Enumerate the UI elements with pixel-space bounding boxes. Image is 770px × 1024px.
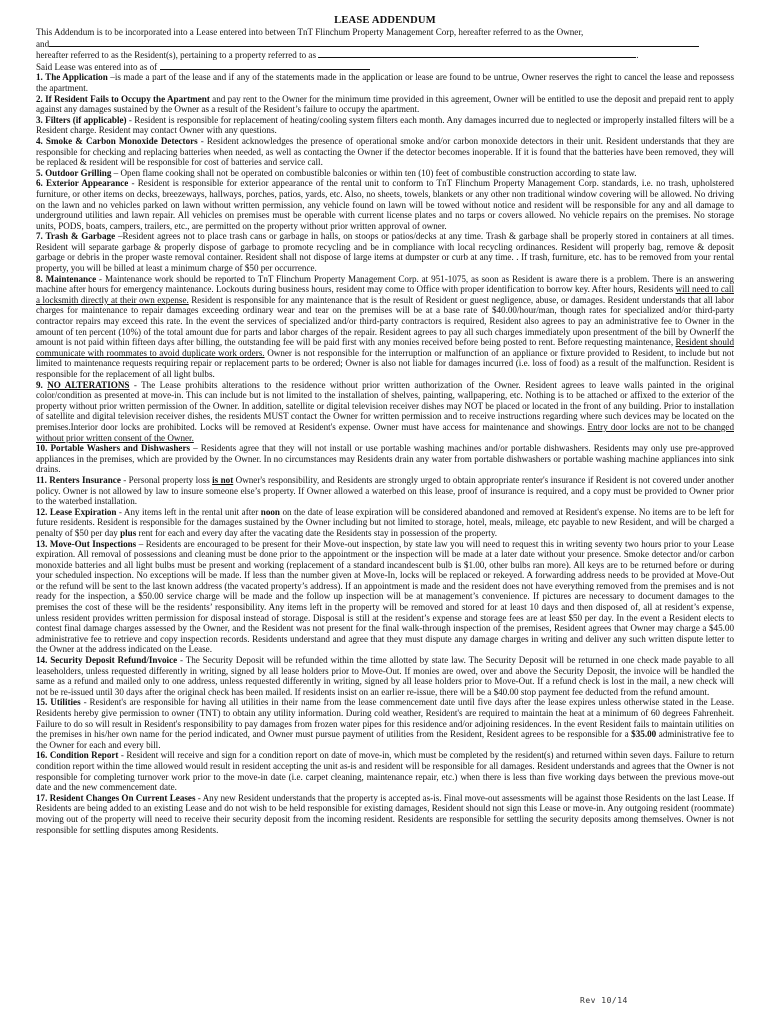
roommate-note: Resident should communicate with roommates to avoid duplicate work orders. <box>36 337 734 358</box>
fee-emphasis: $35.00 <box>631 729 657 740</box>
section-resident-changes: 17. Resident Changes On Current Leases - Any new Resident understands that the property is accepted as-is. Final move-out assessments will be against those Residents on the last Lease. If Residents are being added to an existing Lease and do not wish to be held responsible for existing damages, Resident should not sign this Lease or move-in. Any outgoing resident (roommate) moving out of the property will need to receive their security deposit from the incoming resident. Residents are responsible for settling the security deposits among themselves. Owner is not responsible for settling disputes among Residents. <box>36 792 734 835</box>
owner-name-blank[interactable] <box>49 38 699 47</box>
section-exterior: 6. Exterior Appearance - Resident is responsible for exterior appearance of the rental unit to conform to TnT Flinchum Property Management Corp. standards, i.e. no trash, upholstered furniture, or other items on decks, breezeways, hallways, porches, patios, yards, etc. Also, no sheets, towels, blankets or any other non traditional window covering will be allowed. No driving on the lawn and no vehicles parked on lawn without written permission, any vehicle found on lawn will be towed without notice and resident will be responsible for any and all damage to underground utilities and lawn repair. All vehicles on premises must be operable with current license plates and no tarps or covers allowed. No vehicle repairs on the premises. No storage units, PODS, boats, campers, trailers, etc., are permitted on the property without prior written approval of owner. <box>36 178 734 231</box>
section-heading: 16. Condition Report <box>36 750 119 761</box>
section-application: 1. The Application –is made a part of the lease and if any of the statements made in the application or lease are found to be untrue, Owner reserves the right to cancel the lease and repossess the apartment. <box>36 72 735 93</box>
revision-footer: Rev 10/14 <box>580 996 628 1005</box>
section-heading: 7. Trash & Garbage <box>36 231 116 242</box>
intro-line-3: hereafter referred to as the Resident(s), pertaining to a property referred to as . <box>36 50 639 61</box>
section-heading: 6. Exterior Appearance <box>36 178 129 189</box>
section-heading: 5. Outdoor Grilling <box>36 167 112 178</box>
section-heading: 8. Maintenance <box>36 273 97 284</box>
section-heading: 11. Renters Insurance <box>36 474 121 485</box>
section-heading: 4. Smoke & Carbon Monoxide Detectors <box>36 135 198 146</box>
section-security-deposit: 14. Security Deposit Refund/Invoice - The Security Deposit will be refunded within the time allotted by state law. The Security Deposit will be returned in one check made payable to all leaseholders, unless requested differently in writing, signed by all lease holders prior to Move-Out. If monies are owed, over and above the Security Deposit, the invoice will be handled the same as a refund and mailed only to one address, unless requested differently in writing, signed by all lease holders prior to Move-Out. If a refund check is lost in the mail, a new check will not be re-issued until 30 days after the original check has been mailed. If residents insist on an earlier re-issue, there will be a $40.00 stop payment fee deducted from the refund amount. <box>36 655 734 697</box>
section-heading: 14. Security Deposit Refund/Invoice <box>36 655 178 666</box>
section-trash: 7. Trash & Garbage –Resident agrees not to place trash cans or garbage in halls, on stoops or patios/decks at any time. Trash & garbage shall be properly stored in containers at all times. Resident will separate garbage & properly dispose of garbage to promote recycling and be in compliance with local recycling ordinances. Resident will properly bag, remove & deposit garbage or debris in the proper waste removal container. Resident shall not dispose of large items at dumpster or curb at any time. . If trash, furniture, etc. has to be removed from your rental property, you will be billed at least a minimum charge of $50 per occurrence. <box>36 231 734 274</box>
intro-line-1: This Addendum is to be incorporated into a Lease entered into between TnT Flinchum Property Management Corp, hereafter referred to as the Owner, <box>36 27 584 37</box>
section-heading: 17. Resident Changes On Current Leases <box>36 792 196 803</box>
section-heading: 3. Filters (if applicable) <box>36 114 127 125</box>
is-not-emphasis: is not <box>212 474 234 485</box>
section-alterations: 9. NO ALTERATIONS - The Lease prohibits alterations to the residence without prior written authorization of the Owner. Resident agrees to leave walls painted in the original color/condition as presented at move-in. This can include but is not limited to the installation of shelves, painting, wallpapering, etc. Nothing is to be attached or affixed to the exterior of the property without prior written permission of the Owner. In addition, satellite or digital television receiver dishes may NOT be placed or located in the front of any building. Prior to installation of satellite and digital television receiver dishes, the residents MUST contact the Owner for written permission and to receive instructions regarding where such devices may be located on the premises.Interior door locks are prohibited. Locks will be removed at Resident's expense. Owner must have access for maintenance and showings. Entry door locks are not to be changed without prior written consent of the Owner. <box>36 379 734 443</box>
plus-emphasis: plus <box>120 527 137 538</box>
section-failure-to-occupy: 2. If Resident Fails to Occupy the Apartment and pay rent to the Owner for the minimum time provided in this agreement, Owner will be entitled to use the deposit and prepaid rent to apply against any damages sustained by the Owner as a result of the Resident’s failure to occupy the apartment. <box>36 93 735 115</box>
intro-line-2: and <box>36 38 734 50</box>
lease-addendum-page <box>36 14 734 835</box>
section-filters: 3. Filters (if applicable) - Resident is responsible for replacement of heating/cooling system filters each month. Any damages incurred due to neglected or improperly installed filters will be a Resident charge. Resident may contact Owner with any questions. <box>36 114 735 136</box>
section-heading: 12. Lease Expiration <box>36 506 117 517</box>
section-lease-expiration: 12. Lease Expiration - Any items left in the rental unit after noon on the date of lease expiration will be considered abandoned and removed at Resident's expense. No items are to be left for future residents. Resident is responsible for the damages sustained by the Owner including but not limited to storage, hotel, meals, mileage, etc payable to new Resident, and will be charged a penalty of $50 per day plus rent for each and every day after the vacating date the Residents stay in possession of the property. <box>36 506 735 538</box>
section-portable-appliances: 10. Portable Washers and Dishwashers – Residents agree that they will not install or use portable washing machines and/or portable dishwashers. Residents may only use pre-approved appliances in the premises, which are provided by the Owner. In no circumstances may Residents drain any water from portable dishwashers or portable washing machine appliances into sink drains. <box>36 443 734 475</box>
section-heading: 2. If Resident Fails to Occupy the Apartment <box>36 93 210 104</box>
section-renters-insurance: 11. Renters Insurance - Personal property loss is not Owner's responsibility, and Residents are strongly urged to obtain appropriate renter's insurance if Resident is not covered under another policy. Owner is not allowed by law to insure someone else’s property. If Owner allowed a waterbed on this lease, proof of insurance is required, and a copy must be provided to Owner prior to the waterbed installation. <box>36 474 734 507</box>
section-heading: 13. Move-Out Inspections <box>36 538 137 549</box>
intro-line-4: Said Lease was entered into as of <box>36 61 734 73</box>
page-title: LEASE ADDENDUM <box>334 15 436 26</box>
section-utilities: 15. Utilities - Resident's are responsible for having all utilities in their name from the lease commencement date until five days after the lease expires unless otherwise stated in the Lease. Residents hereby give permission to owner (TNT) to obtain any utility information. During cold weather, Resident's are required to maintain the heat at a minimum of 60 degrees Fahrenheit. Failure to do so will result in Resident's responsibility to pay damages from frozen water pipes for this residence and/or adjoining residences. In the event Resident fails to maintain utilities on the premises in his/her own name for the period indicated, and Owner must pursue payment of utilities from the Resident, Resident agrees to be responsible for a $35.00 administrative fee to the Owner for each and every bill. <box>36 697 734 750</box>
section-heading: 1. The Application <box>36 72 108 83</box>
section-heading: 15. Utilities <box>36 697 81 708</box>
lease-date-blank[interactable] <box>160 61 370 70</box>
section-detectors: 4. Smoke & Carbon Monoxide Detectors - Resident acknowledges the presence of operational smoke and/or carbon monoxide detectors in their unit. Resident understands that they are responsible for checking and replacing batteries when needed, as well as contacting the Owner if the detector becomes inoperable. If it is found that the batteries have been removed, they will be replaced & resident will be responsible for cost of batteries and service call. <box>36 135 735 168</box>
section-move-out: 13. Move-Out Inspections – Residents are encouraged to be present for their Move-out inspection, by state law you will need to request this in writing seventy two hours prior to your Lease expiration. All removal of possessions and cleaning must be done prior to the appointment or the inspection will be made at a later date without your presence. Smoke detector and/or carbon monoxide batteries and all light bulbs must be present and working (replacement of a standard incandescent bulb is $1.00, other bulbs ran more). All keys are to be returned before or during your scheduled inspection. No exceptions will be made. If less than the number given at Move-In, locks will be replaced or rekeyed. A forwarding address needs to be provided at Move-Out or the refund will be sent to the last known address (the vacated property’s address). If an appointment is made and the resident does not have everything removed from the premises and is not ready for the inspection, a $50.00 service charge will be made and the follow up inspection will be at management’s convenience. If pictures are necessary to document damages to the premises the cost of these will be the residents’ responsibility. Any items left in the property will be removed and stored for at least 10 days and then disposed of, all at resident’s expense, unless resident provides written permission for disposal instead of storage. Disposal is still at the resident’s expense and storage fees are at least $50 per day. In the event a Resident elects to contest final damage charges assessed by the Owner, and the Resident was not present for the final walk-through inspection of the premises, Resident agrees that Owner may charge a $45.00 administrative fee to retrieve and copy inspection records. Residents understand and agree that they must dispute any damage charges in writing and deliver any such written dispute letter to the Owner at the address indicated on the Lease. <box>36 538 734 655</box>
section-maintenance: 8. Maintenance - Maintenance work should be reported to TnT Flinchum Property Management Corp. at 951-1075, as soon as Resident is aware there is a problem. There is an answering machine after hours for emergency maintenance. Lockouts during business hours, resident may come to Office with proper identification to borrow key. After hours, Residents will need to call a locksmith directly at their own expense. Resident is responsible for any maintenance that is the result of Resident or guest negligence, abuse, or damages. Resident understands that all labor charges for maintenance to repair damages exceeding ordinary wear and tear on the premises will be at a base rate of $40.00/hour/man, though rates for specialized and/or third-party contractor repairs may exceed this rate. In the event the services of specialized and/or third-party contractors is required, Resident also agrees to pay an administrative fee to Owner in the amount of ten percent (10%) of the total amount due for parts and labor charges of the repair. Resident agrees to pay all such charges immediately upon presentment of the bill by OwnerIf the amount is not paid within fifteen days after billing, the outstanding fee will be paid first with any monies received before being posted to rent. Before requesting maintenance, Resident should communicate with roommates to avoid duplicate work orders. Owner is not responsible for the interruption or malfunction of an appliance or fixture provided to Resident, to include but not limited to maintenance requests requiring repair or replacement parts to be ordered; Owner is also not liable for damages incurred (i.e. loss of food) as a result of the malfunction. Resident is responsible for the replacement of all light bulbs. <box>36 273 735 379</box>
property-address-blank[interactable] <box>318 49 636 58</box>
locksmith-note: will need to call a locksmith directly at their own expense. <box>36 284 734 305</box>
section-grilling: 5. Outdoor Grilling – Open flame cooking shall not be operated on combustible balconies or within ten (10) feet of combustible construction according to state law. <box>36 167 637 178</box>
door-locks-note: Entry door locks are not to be changed without prior written consent of the Owner. <box>36 421 734 443</box>
section-heading: 10. Portable Washers and Dishwashers <box>36 443 191 454</box>
noon-emphasis: noon <box>260 506 280 517</box>
section-heading: 9. NO ALTERATIONS <box>36 379 130 390</box>
section-condition-report: 16. Condition Report - Resident will receive and sign for a condition report on date of move-in, which must be completed by the resident(s) and returned within seven days. Failure to return condition report within the time allowed would result in resident accepting the unit as-is and resident will be responsible for all damages. Resident understands and agrees that the Owner is not responsible for completing turnover work prior to the move-in date (i.e. carpet cleaning, maintenance repair, etc.) when there is less than five working days between the previous move-out date and the new commencement date. <box>36 750 735 793</box>
